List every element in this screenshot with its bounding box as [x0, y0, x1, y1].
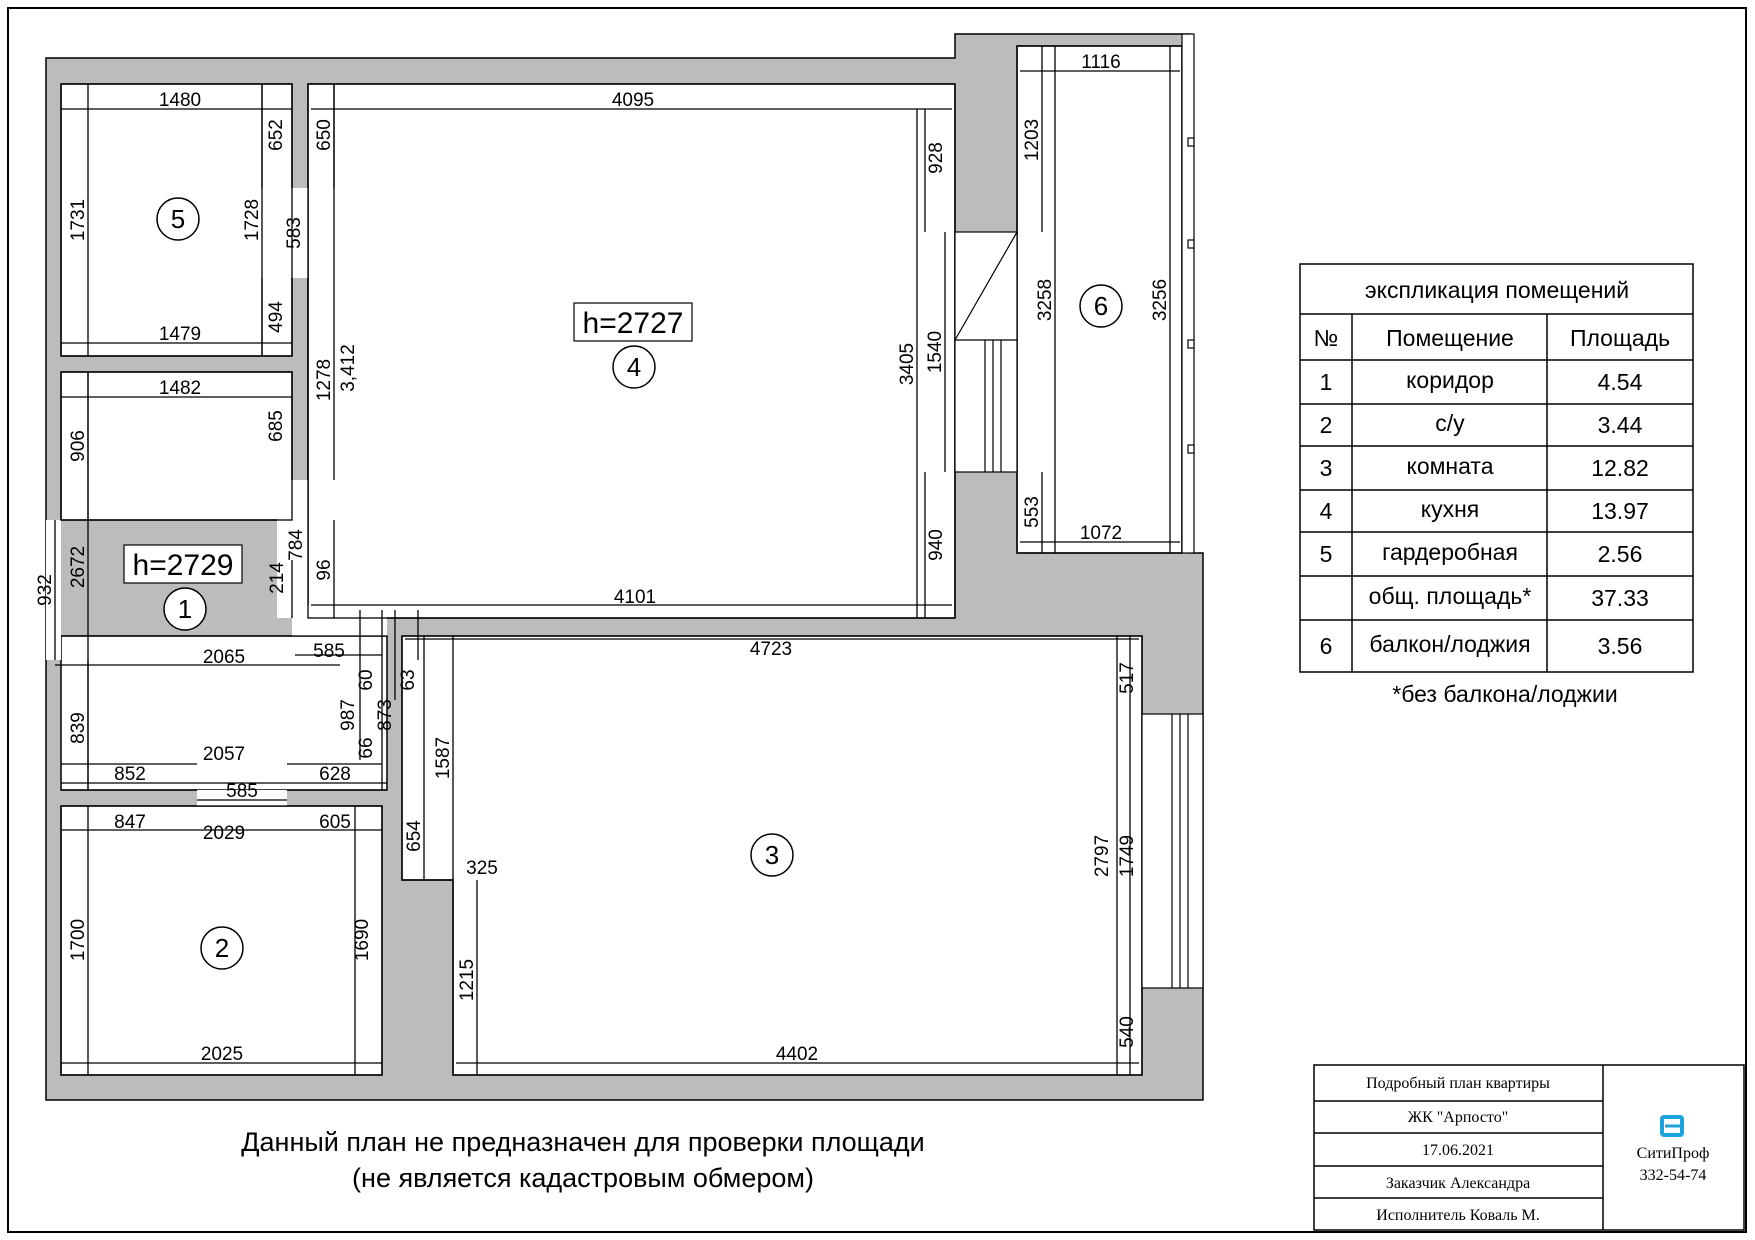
row-area: 37.33	[1591, 585, 1649, 611]
dim-label: 2672	[68, 545, 89, 589]
row-name: с/у	[1435, 410, 1465, 436]
dim-label: 4402	[775, 1044, 819, 1065]
dim-label: 2029	[202, 823, 246, 844]
dim-label: 852	[114, 764, 146, 785]
dim-label: 2065	[202, 647, 246, 668]
dim-label: 605	[319, 812, 351, 833]
row-name: коридор	[1406, 367, 1494, 393]
dim-label: 784	[286, 529, 307, 561]
room-number: 3	[764, 840, 780, 870]
dim-label: 652	[266, 119, 287, 151]
dim-label: 66	[356, 737, 377, 759]
stamp-phone: 332-54-74	[1639, 1167, 1707, 1184]
dim-label: 540	[1117, 1016, 1138, 1048]
dim-label: 325	[466, 858, 498, 879]
dim-label: 940	[926, 529, 947, 561]
row-num: 3	[1319, 455, 1333, 481]
dim-label: 1728	[242, 198, 263, 242]
row-name: кухня	[1420, 496, 1480, 522]
row-area: 13.97	[1591, 498, 1649, 524]
explication-header-area: Площадь	[1569, 325, 1671, 351]
window-room	[1142, 714, 1203, 988]
room-number: 6	[1093, 291, 1109, 321]
dim-label: 873	[375, 699, 396, 731]
dim-label: 650	[314, 119, 335, 151]
stamp-company: СитиПроф	[1636, 1145, 1710, 1162]
row-area: 12.82	[1591, 455, 1649, 481]
room-number: 2	[214, 933, 230, 963]
dim-label: 928	[926, 142, 947, 174]
explication-header-num: №	[1313, 325, 1339, 351]
explication-rows	[1320, 367, 1649, 659]
dim-label: 1731	[68, 198, 89, 242]
row-name: балкон/лоджия	[1369, 631, 1531, 657]
dim-label: 2797	[1092, 834, 1113, 878]
dim-label: 4101	[613, 587, 657, 608]
row-num: 2	[1319, 412, 1333, 438]
dim-label: 3405	[897, 342, 918, 386]
dim-label: 1116	[1081, 52, 1121, 73]
window-kitchen	[955, 232, 1017, 472]
stamp-date: 17.06.2021	[1422, 1142, 1494, 1159]
dim-label: 628	[319, 764, 351, 785]
dim-label: 3258	[1035, 278, 1056, 322]
height-label-room-1: h=2729	[132, 549, 234, 582]
dim-label: 1540	[925, 330, 946, 374]
dim-label: 4095	[611, 90, 655, 111]
dim-label: 1072	[1079, 523, 1123, 544]
row-num: 6	[1319, 633, 1333, 659]
disclaimer-line-2: (не является кадастровым обмером)	[352, 1163, 814, 1193]
room-number: 5	[170, 204, 186, 234]
dim-label: 585	[313, 641, 345, 662]
dim-label: 1749	[1117, 834, 1138, 878]
dim-label: 906	[68, 430, 89, 462]
row-area: 3.44	[1597, 412, 1643, 438]
dim-label: 987	[338, 699, 359, 731]
dim-label: 63	[398, 669, 419, 691]
dim-label: 1215	[457, 958, 478, 1002]
dim-label: 1700	[68, 918, 89, 962]
dim-label: 1203	[1022, 118, 1043, 162]
dim-label: 654	[404, 820, 425, 852]
dim-label: 517	[1117, 662, 1138, 694]
explication-footnote: *без балкона/лоджии	[1392, 681, 1618, 707]
dim-label: 685	[266, 410, 287, 442]
stamp-title: Подробный план квартиры	[1366, 1075, 1550, 1092]
dim-label: 4723	[749, 639, 793, 660]
row-name: комната	[1406, 453, 1494, 479]
row-area: 2.56	[1597, 541, 1643, 567]
explication-header-room: Помещение	[1386, 325, 1514, 351]
disclaimer-line-1: Данный план не предназначен для проверки площади	[241, 1127, 925, 1157]
stamp-customer: Заказчик Александра	[1385, 1175, 1531, 1192]
dim-label: 1587	[433, 736, 454, 780]
dim-label: 932	[35, 574, 56, 606]
row-area: 4.54	[1597, 369, 1643, 395]
dim-label: 1482	[158, 378, 202, 399]
stamp-complex: ЖК "Арпосто"	[1407, 1109, 1509, 1126]
row-area: 3.56	[1597, 633, 1643, 659]
row-name: гардеробная	[1382, 539, 1518, 565]
dim-label: 553	[1022, 496, 1043, 528]
dim-label: 3,412	[338, 344, 359, 392]
dim-label: 2025	[200, 1044, 244, 1065]
row-name: общ. площадь*	[1368, 583, 1532, 609]
company-logo-icon	[1662, 1117, 1682, 1135]
row-num: 4	[1319, 498, 1333, 524]
dim-label: 494	[266, 301, 287, 333]
stamp-executor: Исполнитель Коваль М.	[1376, 1207, 1540, 1224]
dim-label: 214	[267, 562, 288, 594]
explication-title: экспликация помещений	[1364, 277, 1630, 303]
dim-label: 583	[284, 217, 305, 249]
dim-label: 1278	[314, 358, 335, 402]
room-number: 1	[177, 594, 193, 624]
dim-label: 847	[114, 812, 146, 833]
row-num: 1	[1319, 369, 1333, 395]
room-number: 4	[626, 352, 642, 382]
dim-label: 2057	[202, 744, 246, 765]
dim-label: 96	[314, 559, 335, 581]
height-label-room-4: h=2727	[582, 307, 684, 340]
balcony-glazing	[1182, 34, 1194, 553]
dim-label: 60	[356, 669, 377, 691]
dim-label: 1479	[158, 324, 202, 345]
row-num: 5	[1319, 541, 1333, 567]
dim-label: 1480	[158, 90, 202, 111]
dim-label: 1690	[352, 918, 373, 962]
dim-label: 585	[226, 781, 258, 802]
dim-label: 3256	[1150, 278, 1171, 322]
dim-label: 839	[68, 712, 89, 744]
